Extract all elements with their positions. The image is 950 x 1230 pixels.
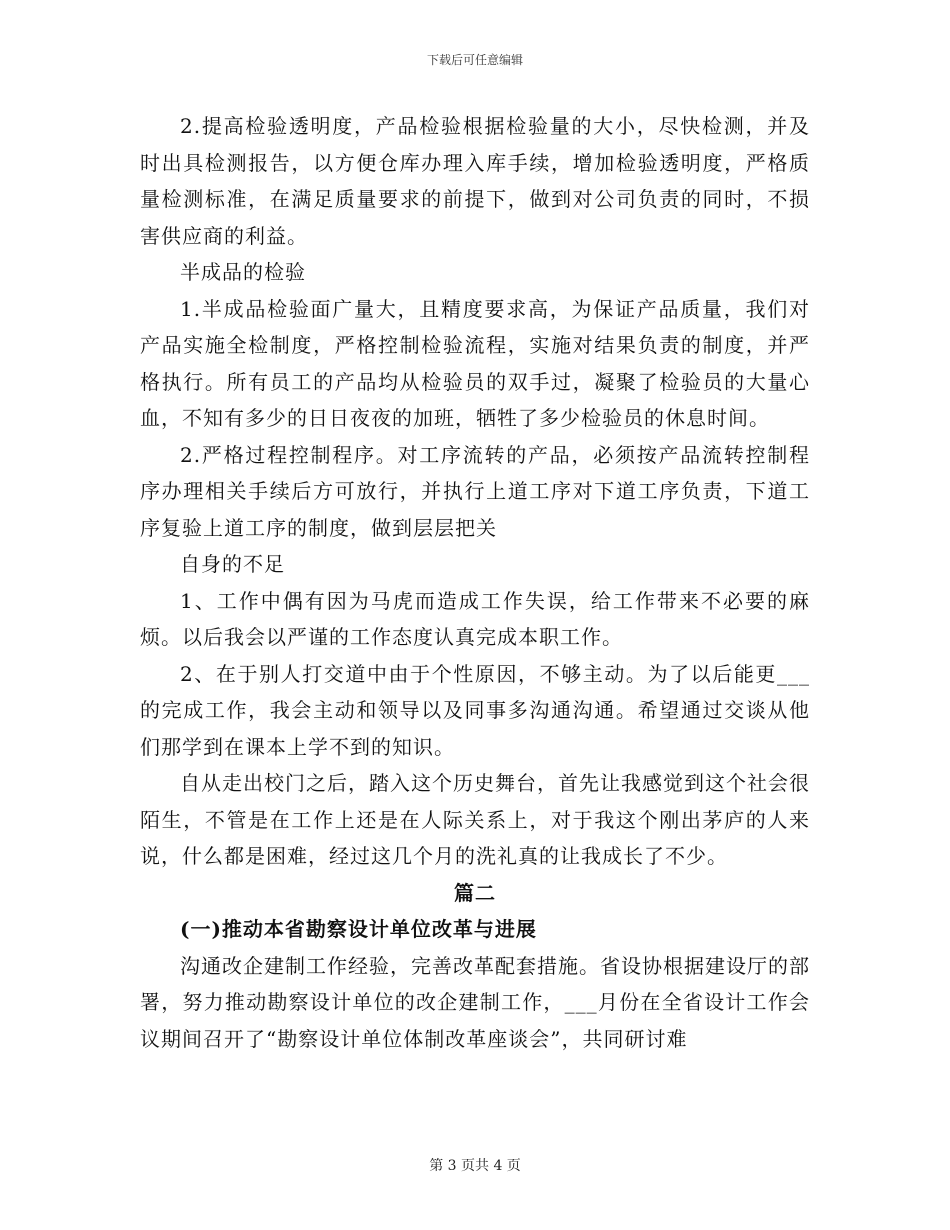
paragraph-reflection: 自从走出校门之后，踏入这个历史舞台，首先让我感觉到这个社会很陌生，不管是在工作上还是在人际关系上，对于我这个刚出茅庐的人来说，什么都是困难，经过这几个月的洗礼真的让我成长了不少。: [140, 771, 810, 868]
paragraph-shortcoming-1: 1、工作中偶有因为马虎而造成工作失误，给工作带来不必要的麻烦。以后我会以严谨的工作态度认真完成本职工作。: [140, 588, 810, 649]
paragraph-shortcomings-heading: 自身的不足: [180, 552, 285, 576]
section-title: 篇二: [454, 880, 496, 905]
paragraph-inspection-transparency: 2.提高检验透明度，产品检验根据检验量的大小，尽快检测，并及时出具检测报告，以方便仓库办理入库手续，增加检验透明度，严格质量检测标准，在满足质量要求的前提下，做到对公司负责的同时，不损害供应商的利益。: [140, 114, 810, 248]
paragraph-semi-finished-heading: 半成品的检验: [180, 260, 306, 284]
paragraph-shortcoming-2: 2、在于别人打交道中由于个性原因，不够主动。为了以后能更___的完成工作，我会主动和领导以及同事多沟通沟通。希望通过交谈从他们那学到在课本上学不到的知识。: [140, 661, 810, 759]
paragraph-full-inspection: 1.半成品检验面广量大，且精度要求高，为保证产品质量，我们对产品实施全检制度，严格控制检验流程，实施对结果负责的制度，并严格执行。所有员工的产品均从检验员的双手过，凝聚了检验员的大量心血，不知有多少的日日夜夜的加班，牺牲了多少检验员的休息时间。: [140, 296, 810, 430]
page-header: 下载后可任意编辑: [426, 53, 523, 67]
document-body: [140, 108, 810, 1057]
page-footer: 第 3 页共 4 页: [429, 1158, 521, 1174]
paragraph-reform: 沟通改企建制工作经验，完善改革配套措施。省设协根据建设厅的部署，努力推动勘察设计单位的改企建制工作，___月份在全省设计工作会议期间召开了“勘察设计单位体制改革座谈会”，共同研讨难: [140, 953, 810, 1051]
subsection-title: (一)推动本省勘察设计单位改革与进展: [180, 917, 537, 941]
paragraph-process-control: 2.严格过程控制程序。对工序流转的产品，必须按产品流转控制程序办理相关手续后方可放行，并执行上道工序对下道工序负责，下道工序复验上道工序的制度，做到层层把关: [140, 442, 810, 540]
